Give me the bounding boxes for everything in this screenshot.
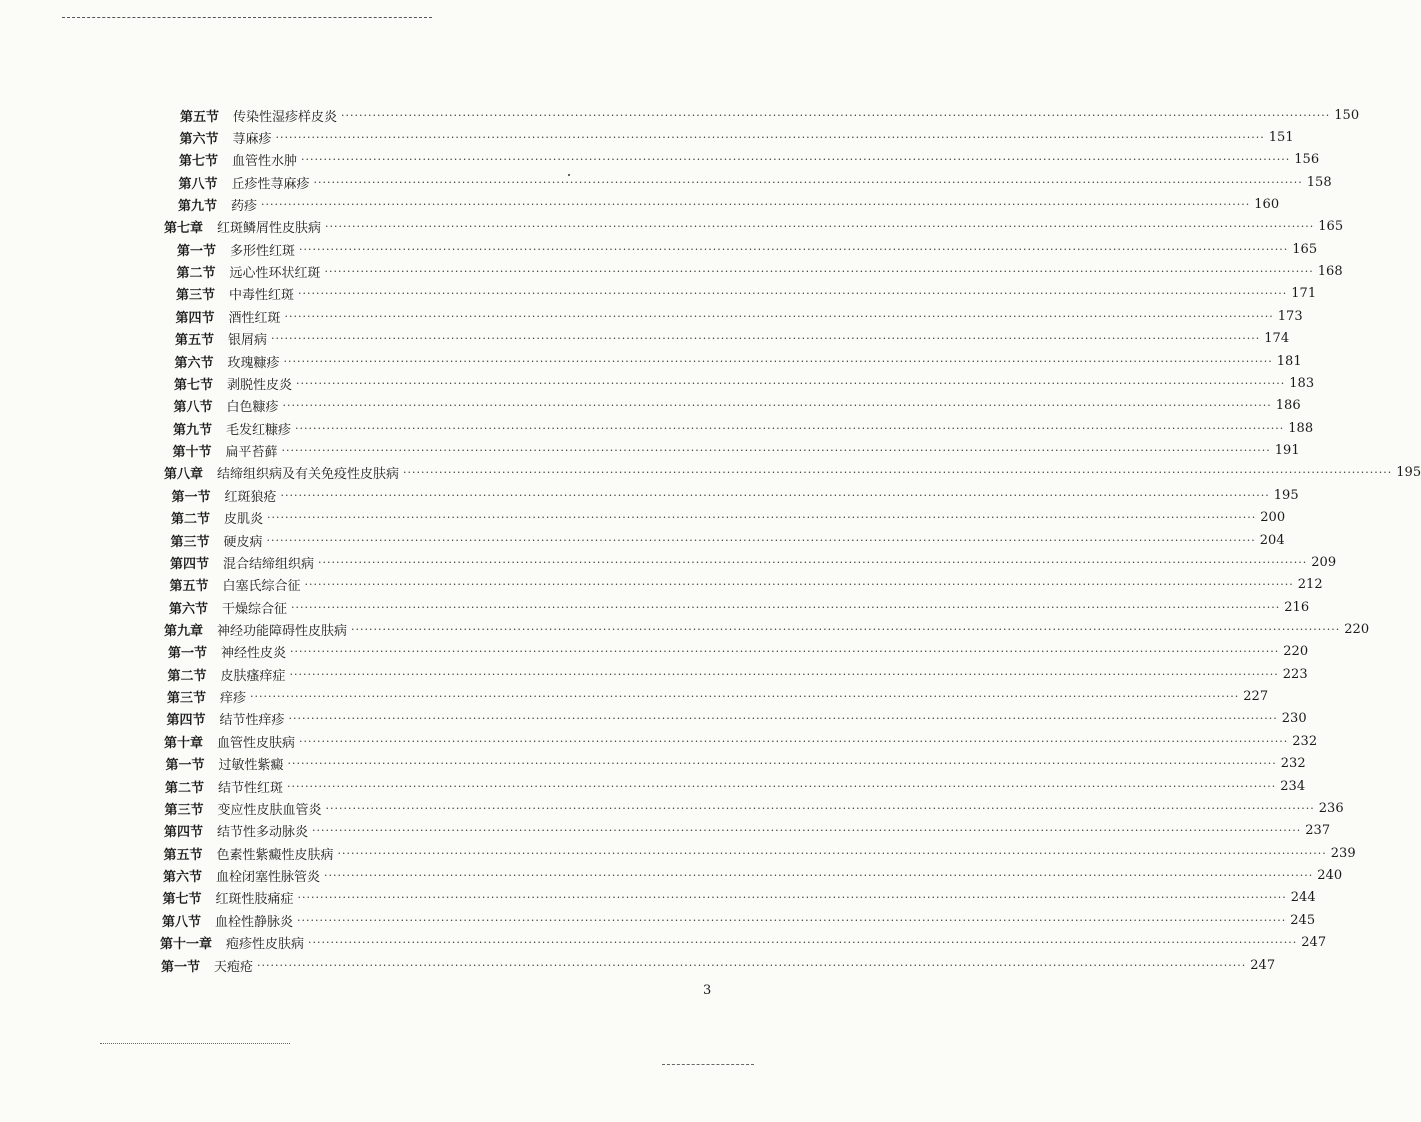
toc-title: 扁平苔藓: [225, 445, 278, 461]
toc-section-row: [178, 193, 1280, 215]
toc-page-number: 230: [1281, 711, 1307, 727]
toc-leader-dots: ····························································································································································································································: [289, 667, 1279, 681]
toc-section-row: [175, 328, 1290, 350]
toc-page-number: 240: [1317, 868, 1343, 884]
toc-title: 红斑狼疮: [224, 489, 277, 505]
toc-section-row: [174, 350, 1302, 372]
toc-label: 第三节: [167, 691, 207, 707]
toc-page-number: 232: [1292, 733, 1318, 749]
toc-page-number: 160: [1254, 196, 1280, 212]
toc-leader-dots: ····························································································································································································································: [290, 645, 1280, 659]
toc-label: 第五节: [169, 579, 209, 595]
toc-section-row: [170, 529, 1285, 551]
toc-chapter-row: [164, 216, 1344, 238]
toc-section-row: [164, 797, 1344, 819]
toc-leader-dots: ····························································································································································································································: [271, 332, 1261, 346]
toc-page-number: 227: [1243, 689, 1269, 705]
toc-title: 多形性红斑: [230, 243, 296, 259]
toc-title: 变应性皮肤血管炎: [217, 802, 322, 818]
toc-leader-dots: ····························································································································································································································: [324, 265, 1314, 279]
toc-section-row: [169, 596, 1310, 618]
toc-section-row: [168, 641, 1309, 663]
toc-page-number: 204: [1259, 532, 1285, 548]
toc-page-number: 237: [1305, 823, 1331, 839]
toc-page-number: 158: [1306, 174, 1332, 190]
toc-label: 第四节: [170, 556, 210, 572]
toc-title: 血管性皮肤病: [217, 735, 296, 751]
toc-chapter-row: [160, 932, 1327, 954]
toc-title: 玫瑰糠疹: [227, 355, 280, 371]
toc-chapter-row: [164, 619, 1370, 641]
toc-label: 第六节: [174, 355, 214, 371]
toc-title: 银屑病: [228, 333, 268, 349]
toc-leader-dots: ····························································································································································································································: [325, 801, 1315, 815]
toc-section-row: [170, 551, 1337, 573]
toc-leader-dots: ····························································································································································································································: [250, 690, 1240, 704]
toc-label: 第八章: [164, 467, 204, 483]
toc-title: 结节性红斑: [218, 780, 284, 796]
toc-leader-dots: ····························································································································································································································: [313, 175, 1303, 189]
toc-title: 传染性湿疹样皮炎: [233, 109, 338, 125]
toc-section-row: [171, 484, 1299, 506]
toc-title: 神经功能障碍性皮肤病: [217, 624, 348, 639]
toc-leader-dots: ····························································································································································································································: [282, 399, 1272, 413]
toc-page-number: 181: [1276, 353, 1302, 369]
toc-page-number: 150: [1334, 107, 1360, 123]
toc-title: 过敏性紫癜: [218, 758, 284, 774]
toc-label: 第七节: [162, 892, 202, 908]
toc-label: 第十章: [164, 735, 204, 751]
toc-leader-dots: ····························································································································································································································: [281, 444, 1271, 458]
toc-title: 痒疹: [220, 691, 247, 707]
toc-leader-dots: ····························································································································································································································: [280, 488, 1270, 502]
toc-section-row: [180, 104, 1360, 126]
toc-page-number: 195: [1273, 487, 1299, 503]
toc-page-number: 174: [1264, 331, 1290, 347]
toc-section-row: [177, 238, 1318, 260]
toc-section-row: [163, 865, 1343, 887]
toc-section-row: [165, 775, 1306, 797]
toc-label: 第五节: [163, 847, 203, 863]
toc-page-number: 244: [1290, 890, 1316, 906]
toc-title: 血栓性静脉炎: [215, 914, 294, 930]
toc-title: 中毒性红斑: [229, 288, 295, 304]
toc-label: 第八节: [178, 176, 218, 192]
toc-label: 第四节: [164, 825, 204, 841]
toc-page-number: 173: [1277, 308, 1303, 324]
toc-section-row: [165, 753, 1306, 775]
toc-section-row: [179, 126, 1294, 148]
toc-leader-dots: ····························································································································································································································: [287, 757, 1277, 771]
toc-section-row: [167, 686, 1269, 708]
toc-section-row: [163, 842, 1356, 864]
toc-section-row: [161, 954, 1276, 976]
toc-label: 第五节: [175, 333, 215, 349]
toc-title: 混合结缔组织病: [223, 556, 315, 572]
toc-title: 药疹: [231, 198, 258, 214]
toc-label: 第七节: [179, 154, 219, 170]
toc-title: 结节性多动脉炎: [217, 825, 309, 841]
toc-leader-dots: ····························································································································································································································: [257, 958, 1247, 972]
toc-page-number: 209: [1311, 554, 1337, 570]
toc-chapter-row: [164, 730, 1318, 752]
toc-label: 第三节: [170, 534, 210, 550]
toc-label: 第六节: [169, 601, 209, 617]
scan-mark-bottom-left: [100, 1043, 290, 1044]
toc-title: 神经性皮炎: [221, 646, 287, 662]
toc-title: 红斑鳞屑性皮肤病: [217, 221, 322, 237]
toc-page-number: 188: [1288, 420, 1314, 436]
scan-border-top: [62, 17, 432, 18]
toc-leader-dots: ····························································································································································································································: [298, 287, 1288, 301]
toc-title: 疱疹性皮肤病: [226, 937, 305, 953]
toc-section-row: [176, 283, 1317, 305]
toc-leader-dots: ····························································································································································································································: [324, 869, 1314, 883]
toc-label: 第六节: [179, 131, 219, 147]
toc-label: 第四节: [166, 713, 206, 729]
toc-title: 血管性水肿: [232, 154, 298, 170]
toc-page-number: 232: [1280, 756, 1306, 772]
toc-section-row: [173, 417, 1314, 439]
toc-label: 第二节: [165, 780, 205, 796]
toc-leader-dots: ····························································································································································································································: [351, 623, 1341, 636]
toc-leader-dots: ····························································································································································································································: [337, 846, 1327, 860]
toc-label: 第七节: [174, 377, 214, 393]
toc-page-number: 223: [1282, 666, 1308, 682]
toc-title: 红斑性肢痛症: [215, 892, 294, 908]
toc-title: 硬皮病: [223, 534, 263, 550]
toc-leader-dots: ····························································································································································································································: [295, 421, 1285, 435]
toc-title: 白塞氏综合征: [222, 579, 301, 595]
toc-label: 第五节: [180, 109, 220, 125]
toc-title: 荨麻疹: [232, 131, 272, 147]
toc-title: 结节性痒疹: [219, 713, 285, 729]
toc-leader-dots: ····························································································································································································································: [308, 936, 1298, 950]
toc-section-row: [169, 574, 1323, 596]
toc-leader-dots: ····························································································································································································································: [341, 108, 1331, 122]
toc-label: 第一节: [168, 646, 208, 662]
scan-mark-bottom-right: [662, 1064, 754, 1065]
toc-title: 白色糠疹: [226, 400, 279, 416]
toc-section-row: [171, 507, 1286, 529]
toc-page-number: 220: [1344, 622, 1370, 637]
toc-section-row: [172, 440, 1300, 462]
toc-label: 第八节: [173, 400, 213, 416]
toc-leader-dots: ····························································································································································································································: [296, 376, 1286, 390]
toc-section-row: [164, 820, 1331, 842]
page-number: 3: [703, 983, 712, 998]
toc-label: 第二节: [167, 668, 207, 684]
toc-page-number: 247: [1301, 935, 1327, 951]
toc-label: 第三节: [164, 802, 204, 818]
toc-label: 第九节: [178, 198, 218, 214]
toc-title: 远心性环状红斑: [229, 266, 321, 282]
toc-label: 第一节: [161, 959, 201, 975]
toc-section-row: [175, 305, 1303, 327]
toc-section-row: [162, 909, 1316, 931]
toc-label: 第八节: [162, 914, 202, 930]
toc-title: 血栓闭塞性脉管炎: [216, 870, 321, 886]
toc-page-number: 191: [1274, 443, 1300, 459]
toc-page-number: 212: [1297, 577, 1323, 593]
toc-page-number: 165: [1292, 241, 1318, 257]
toc-page-number: 220: [1283, 644, 1309, 660]
toc-section-row: [179, 149, 1320, 171]
toc-leader-dots: ····························································································································································································································: [288, 712, 1278, 726]
toc-leader-dots: ····························································································································································································································: [299, 242, 1289, 256]
toc-leader-dots: ····························································································································································································································: [301, 153, 1291, 167]
toc-leader-dots: ····························································································································································································································: [291, 600, 1281, 614]
toc-section-row: [174, 372, 1315, 394]
toc-leader-dots: ····························································································································································································································: [287, 779, 1277, 793]
toc-title: 毛发红糠疹: [226, 422, 292, 438]
toc-page-number: 216: [1284, 599, 1310, 615]
toc-title: 皮肌炎: [224, 512, 264, 528]
toc-label: 第三节: [176, 288, 216, 304]
toc-chapter-row: [164, 462, 1421, 484]
toc-leader-dots: ····························································································································································································································: [299, 734, 1289, 748]
toc-page-number: 168: [1317, 264, 1343, 280]
toc-page-number: 236: [1318, 800, 1344, 816]
toc-leader-dots: ····························································································································································································································: [275, 130, 1265, 144]
toc-label: 第九节: [173, 422, 213, 438]
toc-leader-dots: ····························································································································································································································: [267, 511, 1257, 525]
toc-label: 第二节: [171, 512, 211, 528]
toc-label: 第七章: [164, 221, 204, 237]
toc-label: 第四节: [175, 310, 215, 326]
toc-page-number: 151: [1268, 129, 1294, 145]
toc-label: 第十一章: [160, 937, 213, 953]
toc-leader-dots: ····························································································································································································································: [284, 309, 1274, 323]
toc-label: 第一节: [165, 758, 205, 774]
toc-section-row: [162, 887, 1316, 909]
toc-label: 第一节: [171, 489, 211, 505]
toc-page-number: 156: [1294, 152, 1320, 168]
toc-title: 色素性紫癜性皮肤病: [216, 847, 334, 863]
toc-page-number: 247: [1250, 957, 1276, 973]
toc-page-number: 239: [1330, 845, 1356, 861]
toc-leader-dots: ····························································································································································································································: [403, 466, 1393, 480]
toc-label: 第六节: [163, 870, 203, 886]
toc-leader-dots: ····························································································································································································································: [266, 533, 1256, 547]
toc-title: 干燥综合征: [222, 601, 288, 617]
toc-label: 第一节: [177, 243, 217, 259]
toc-leader-dots: ····························································································································································································································: [297, 891, 1287, 905]
toc-section-row: [178, 171, 1332, 193]
toc-section-row: [176, 261, 1343, 283]
toc-leader-dots: ····························································································································································································································: [325, 220, 1315, 234]
toc-page-number: 234: [1280, 778, 1306, 794]
toc-label: 第十节: [172, 445, 212, 461]
toc-section-row: [166, 708, 1307, 730]
toc-page-number: 165: [1318, 219, 1344, 235]
toc-page-number: 245: [1290, 912, 1316, 928]
toc-title: 皮肤瘙痒症: [220, 668, 286, 684]
toc-section-row: [167, 663, 1308, 685]
toc-leader-dots: ····························································································································································································································: [261, 197, 1251, 211]
toc-title: 丘疹性荨麻疹: [231, 176, 310, 192]
toc-page-number: 171: [1291, 286, 1317, 302]
toc-title: 天疱疮: [214, 959, 254, 975]
toc-section-row: [173, 395, 1301, 417]
toc-page-number: 186: [1275, 398, 1301, 414]
toc-label: 第九章: [164, 624, 204, 639]
toc-title: 酒性红斑: [228, 310, 281, 326]
toc-page-number: 195: [1396, 465, 1421, 481]
toc-label: 第二节: [176, 266, 216, 282]
toc-leader-dots: ····························································································································································································································: [297, 913, 1287, 927]
toc-title: 剥脱性皮炎: [227, 377, 293, 393]
toc-title: 结缔组织病及有关免疫性皮肤病: [217, 467, 400, 483]
toc-page-number: 200: [1260, 510, 1286, 526]
toc-leader-dots: ····························································································································································································································: [312, 824, 1302, 838]
toc-leader-dots: ····························································································································································································································: [283, 354, 1273, 368]
toc-leader-dots: ····························································································································································································································: [318, 555, 1308, 569]
toc-page-number: 183: [1289, 375, 1315, 391]
toc-leader-dots: ····························································································································································································································: [304, 578, 1294, 592]
